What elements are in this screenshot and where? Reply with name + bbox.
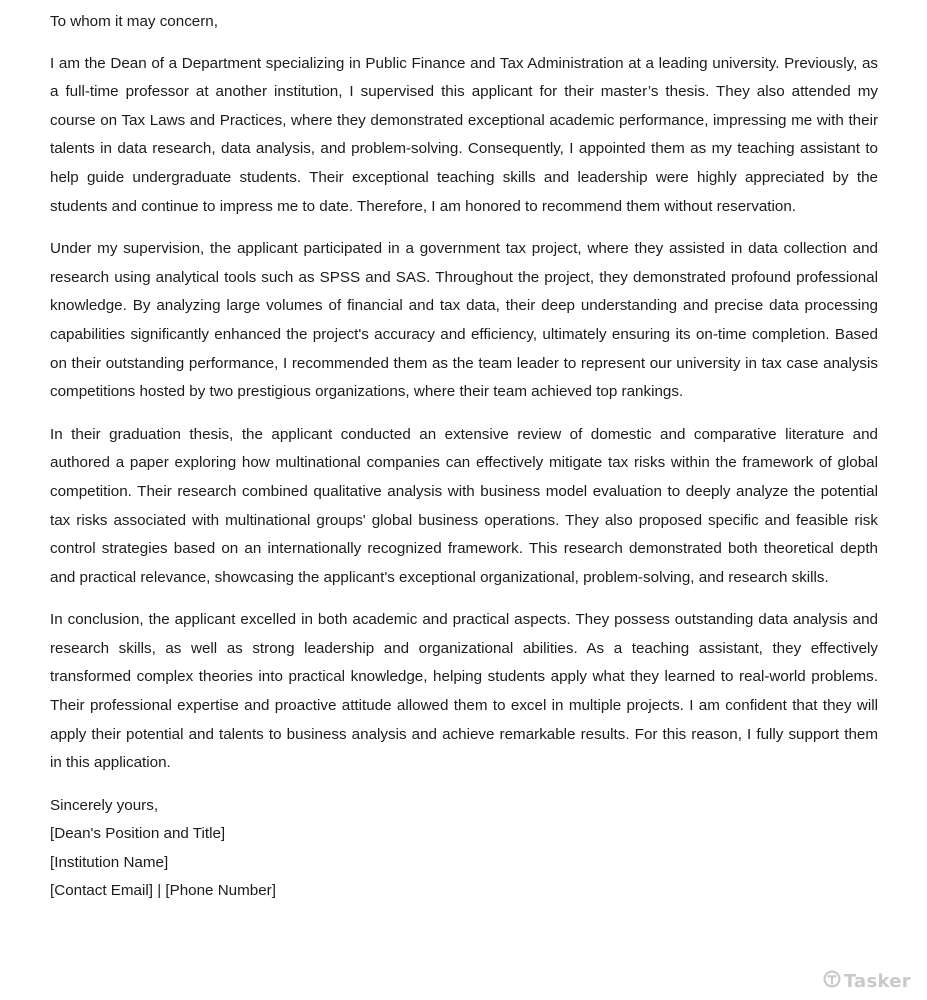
tasker-watermark: [823, 970, 911, 993]
letter-body: [50, 8, 878, 906]
closing-position: [Dean's Position and Title]: [50, 825, 226, 843]
letter-closing: [50, 792, 878, 906]
letter-salutation: To whom it may concern,: [50, 13, 218, 30]
letter-paragraph-1: I am the Dean of a Department specializing in Public Finance and Tax Administration at a leading university. Previously, as a full-time professor at another institution, I supervised this applicant for their master’s thesis. They also attended my course on Tax Laws and Practices, where they demonstrated exceptional academic performance, impressing me with their talents in data research, data analysis, and problem-solving. Consequently, I appointed them as my teaching assistant to help guide undergraduate students. Their exceptional teaching skills and leadership were highly appreciated by the students and continue to impress me to date. Therefore, I am honored to recommend them without reservation.: [50, 54, 878, 215]
watermark-text: Tasker: [843, 971, 911, 992]
tasker-logo-icon: [823, 970, 841, 993]
letter-paragraph-4: In conclusion, the applicant excelled in both academic and practical aspects. They possess outstanding data analysis and research skills, as well as strong leadership and organizational abilities. As a teaching assistant, they effectively transformed complex theories into practical knowledge, helping students apply what they learned to real-world problems. Their professional expertise and proactive attitude allowed them to excel in multiple projects. I am confident that they will apply their potential and talents to business analysis and achieve remarkable results. For this reason, I fully support them in this application.: [50, 611, 878, 772]
letter-paragraph-3: In their graduation thesis, the applicant conducted an extensive review of domestic and comparative literature and authored a paper exploring how multinational companies can effectively mitigate tax risks within the framework of global competition. Their research combined qualitative analysis with business model evaluation to deeply analyze the potential tax risks associated with multinational groups' global business operations. They also proposed specific and feasible risk control strategies based on an internationally recognized framework. This research demonstrated both theoretical depth and practical relevance, showcasing the applicant's exceptional organizational, problem-solving, and research skills.: [50, 425, 878, 586]
closing-contact: [Contact Email] | [Phone Number]: [50, 882, 276, 900]
closing-valediction: Sincerely yours,: [50, 796, 159, 814]
closing-institution: [Institution Name]: [50, 853, 169, 871]
letter-paragraph-2: Under my supervision, the applicant participated in a government tax project, where they assisted in data collection and research using analytical tools such as SPSS and SAS. Throughout the project, they demonstrated profound professional knowledge. By analyzing large volumes of financial and tax data, their deep understanding and precise data processing capabilities significantly enhanced the project's accuracy and efficiency, ultimately ensuring its on-time completion. Based on their outstanding performance, I recommended them as the team leader to represent our university in tax case analysis competitions hosted by two prestigious organizations, where their team achieved top rankings.: [50, 240, 878, 401]
